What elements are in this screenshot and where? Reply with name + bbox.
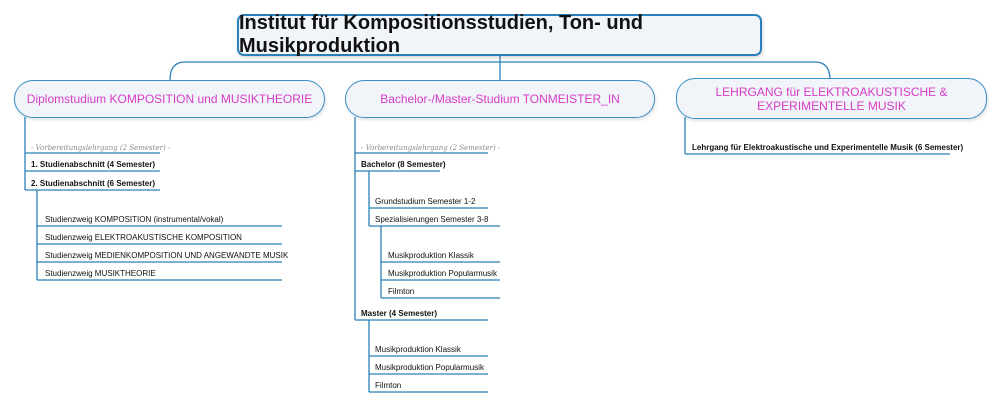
branch-title-line2: EXPERIMENTELLE MUSIK <box>757 98 906 113</box>
specialization-label[interactable]: Musikproduktion Popularmusik <box>388 269 497 278</box>
stream-label[interactable]: Studienzweig MEDIENKOMPOSITION UND ANGEWANDTE MUSIK <box>45 251 289 260</box>
branch-title <box>715 85 947 113</box>
master-label[interactable]: Master (4 Semester) <box>361 309 438 318</box>
root-title: Institut für Kompositionsstudien, Ton- und Musikproduktion <box>239 12 644 57</box>
branch-node-komposition[interactable] <box>14 80 325 118</box>
stream-label[interactable]: Studienzweig KOMPOSITION (instrumental/vokal) <box>45 215 224 224</box>
stage-label[interactable]: Spezialisierungen Semester 3-8 <box>375 215 489 224</box>
prep-course-label[interactable]: - Vorbereitungslehrgang (2 Semester) - <box>361 144 501 152</box>
branch-node-lehrgang[interactable] <box>676 78 987 119</box>
branch-title: Bachelor-/Master-Studium TONMEISTER_IN <box>380 92 620 106</box>
section-label[interactable]: 2. Studienabschnitt (6 Semester) <box>31 179 156 188</box>
root-node[interactable] <box>237 14 762 56</box>
bachelor-label[interactable]: Bachelor (8 Semester) <box>361 160 446 169</box>
master-item-label[interactable]: Filmton <box>375 381 402 390</box>
prep-course-label[interactable]: - Vorbereitungslehrgang (2 Semester) - <box>31 144 171 152</box>
master-item-label[interactable]: Musikproduktion Popularmusik <box>375 363 484 372</box>
branch-title-line1: LEHRGANG für ELEKTROAKUSTISCHE & <box>715 84 948 99</box>
section-label[interactable]: 1. Studienabschnitt (4 Semester) <box>31 160 156 169</box>
master-item-label[interactable]: Musikproduktion Klassik <box>375 345 461 354</box>
stream-label[interactable]: Studienzweig ELEKTROAKUSTISCHE KOMPOSITION <box>45 233 242 242</box>
specialization-label[interactable]: Filmton <box>388 287 415 296</box>
stream-label[interactable]: Studienzweig MUSIKTHEORIE <box>45 269 156 278</box>
stage-label[interactable]: Grundstudium Semester 1-2 <box>375 197 476 206</box>
branch-title: Diplomstudium KOMPOSITION und MUSIKTHEORIE <box>26 92 313 106</box>
branch-node-tonmeister[interactable] <box>345 80 655 118</box>
specialization-label[interactable]: Musikproduktion Klassik <box>388 251 474 260</box>
course-label[interactable]: Lehrgang für Elektroakustische und Experimentelle Musik (6 Semester) <box>692 143 964 152</box>
